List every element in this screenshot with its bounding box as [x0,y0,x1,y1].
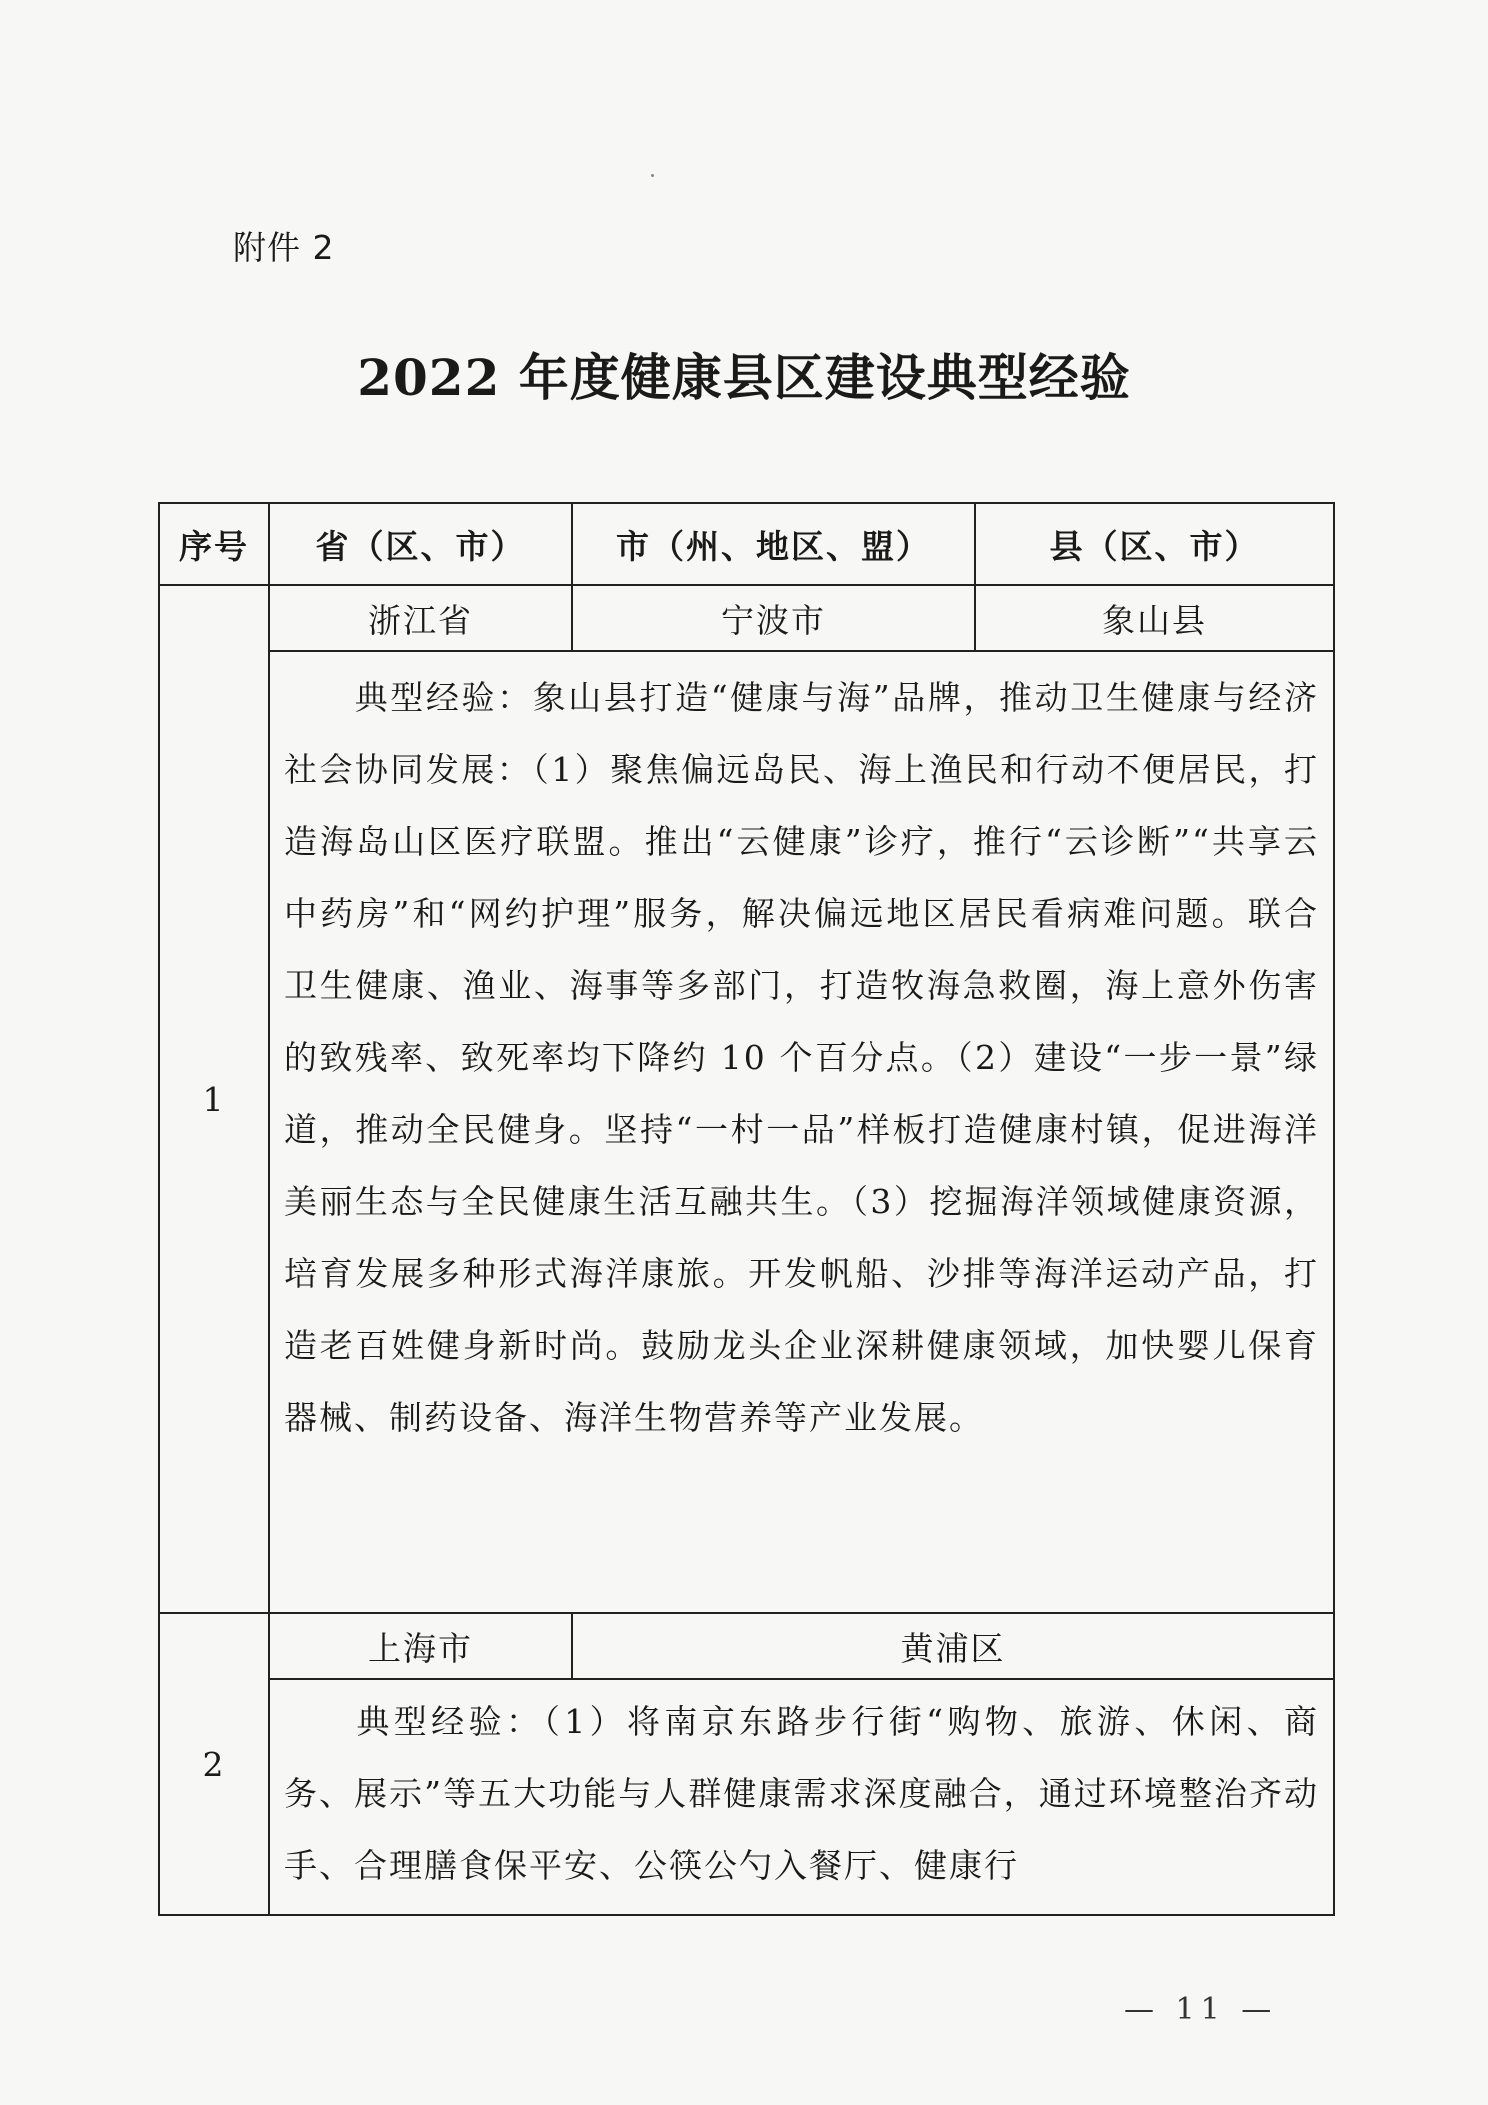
entry-city: 宁波市 [572,585,975,651]
page-number: — 11 — [1124,1992,1278,2027]
entry-experience [269,651,1334,1613]
attachment-label: 附件 2 [233,228,335,267]
experience-table [158,502,1335,1916]
header-city: 市（州、地区、盟） [572,503,975,585]
scan-speck [651,174,654,177]
table-row [159,585,1334,651]
entry-experience-text: 典型经验：（1）将南京东路步行街“购物、旅游、休闲、商务、展示”等五大功能与人群健康需求深度融合，通过环境整治齐动手、合理膳食保平安、公筷公勺入餐厅、健康行 [284,1702,1319,1885]
header-county: 县（区、市） [975,503,1334,585]
page-title: 2022 年度健康县区建设典型经验 [357,348,1131,407]
entry-index: 1 [159,585,269,1613]
entry-index: 2 [159,1613,269,1915]
table-row [159,651,1334,1613]
entry-county: 象山县 [975,585,1334,651]
header-index: 序号 [159,503,269,585]
table-row [159,1613,1334,1679]
table-header-row [159,503,1334,585]
entry-experience-text: 典型经验：象山县打造“健康与海”品牌，推动卫生健康与经济社会协同发展：（1）聚焦偏远岛民、海上渔民和行动不便居民，打造海岛山区医疗联盟。推出“云健康”诊疗，推行“云诊断”“共享云中药房”和“网约护理”服务，解决偏远地区居民看病难问题。联合卫生健康、渔业、海事等多部门，打造牧海急救圈，海上意外伤害的致残率、致死率均下降约 10 个百分点。（2）建设“一步一景”绿道，推动全民健身。坚持“一村一品”样板打造健康村镇，促进海洋美丽生态与全民健康生活互融共生。（3）挖掘海洋领域健康资源，培育发展多种形式海洋康旅。开发帆船、沙排等海洋运动产品，打造老百姓健身新时尚。鼓励龙头企业深耕健康领域，加快婴儿保育器械、制药设备、海洋生物营养等产业发展。 [284,678,1319,1437]
table-row [159,1679,1334,1915]
entry-province: 上海市 [269,1613,572,1679]
header-province: 省（区、市） [269,503,572,585]
entry-experience [269,1679,1334,1915]
entry-province: 浙江省 [269,585,572,651]
entry-district: 黄浦区 [572,1613,1334,1679]
